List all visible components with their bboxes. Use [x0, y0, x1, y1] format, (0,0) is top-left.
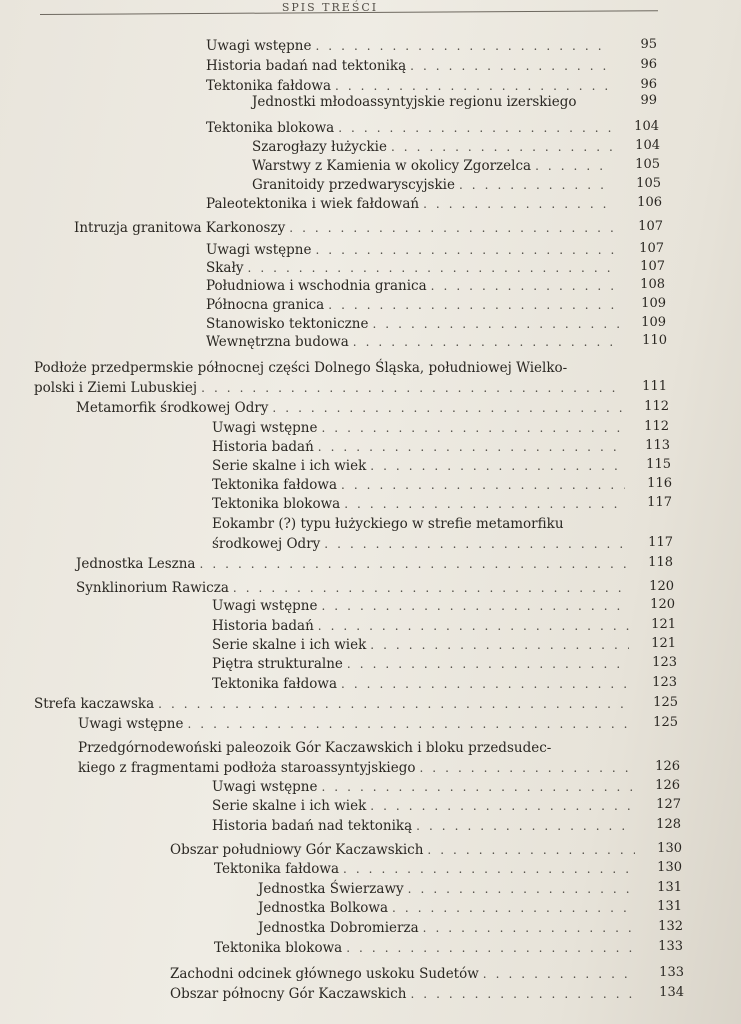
dot-leader: [318, 439, 623, 456]
dot-leader: [459, 177, 614, 194]
toc-entry-page: 131: [657, 880, 682, 895]
toc-entry-page: 112: [644, 399, 669, 414]
dot-leader: [408, 881, 635, 898]
toc-entry-page: 126: [655, 759, 680, 774]
toc-entry: [0, 257, 741, 277]
dot-leader: [321, 420, 622, 437]
toc-entry-title: Tektonika blokowa: [206, 120, 335, 136]
dot-leader: [199, 556, 626, 573]
toc-entry-title: Tektonika fałdowa: [212, 676, 338, 692]
toc-entry-page: 128: [656, 817, 681, 832]
toc-entry-page: 107: [639, 241, 664, 256]
toc-entry-page: 107: [638, 219, 663, 234]
toc-entry-title: Wewnętrzna budowa: [206, 334, 349, 350]
toc-entry-page: 120: [650, 597, 675, 612]
toc-entry-page: 111: [642, 379, 667, 394]
dot-leader: [391, 139, 613, 156]
toc-entry-title: Obszar południowy Gór Kaczawskich: [170, 842, 424, 858]
toc-entry: [0, 516, 741, 553]
dot-leader: [535, 158, 613, 175]
toc-entry-page: 118: [648, 555, 673, 570]
toc-entry-title: Historia badań nad tektoniką: [206, 58, 407, 74]
toc-entry-title: Granitoidy przedwaryscyjskie: [252, 177, 455, 193]
toc-entry-title: Historia badań: [212, 618, 314, 634]
toc-entry: [0, 595, 741, 615]
dot-leader: [341, 477, 625, 494]
toc-entry: [0, 878, 741, 898]
toc-entry-page: 112: [644, 419, 669, 434]
toc-entry-page: 132: [658, 919, 683, 934]
dot-leader: [392, 900, 635, 917]
toc-entry-title: Obszar północny Gór Kaczawskich: [170, 986, 407, 1002]
toc-entry-page: 115: [646, 457, 671, 472]
dot-leader: [338, 120, 612, 137]
toc-entry-title: Jednostki młodoassyntyjskie regionu izerskiego: [252, 94, 577, 110]
dot-leader: [321, 779, 633, 796]
toc-entry-title: Tektonika fałdowa: [214, 861, 340, 877]
toc-entry-title: Tektonika blokowa: [212, 496, 341, 512]
toc-entry: [0, 239, 741, 259]
dot-leader: [341, 676, 630, 693]
dot-leader: [410, 58, 610, 75]
toc-entry-page: 125: [653, 715, 678, 730]
toc-entry-page: 131: [657, 899, 682, 914]
toc-entry: [0, 493, 741, 513]
toc-entry-page: 123: [652, 655, 677, 670]
toc-entry-title: środkowej Odry: [212, 536, 321, 552]
toc-entry: [0, 436, 741, 456]
dot-leader: [318, 618, 629, 635]
dot-leader: [187, 716, 631, 733]
dot-leader: [427, 842, 635, 859]
toc-entry-title-line1: Podłoże przedpermskie północnej części Dolnego Śląska, południowej Wielko-: [34, 360, 568, 376]
toc-entry-page: 127: [656, 797, 681, 812]
toc-entry-title: Uwagi wstępne: [212, 420, 318, 436]
dot-leader: [343, 861, 635, 878]
toc-entry-title: polski i Ziemi Lubuskiej: [34, 380, 198, 396]
toc-entry: [0, 313, 741, 333]
toc-entry: [0, 55, 741, 75]
toc-entry: [0, 397, 741, 417]
toc-entry: [0, 897, 741, 917]
toc-entry-title: Szarogłazy łużyckie: [252, 139, 387, 155]
toc-entry: [0, 193, 741, 213]
toc-entry-title: Historia badań nad tektoniką: [212, 818, 413, 834]
toc-entry: [0, 776, 741, 796]
toc-entry: [0, 275, 741, 295]
toc-entry-page: 121: [651, 636, 676, 651]
toc-entry-title: Jednostka Bolkowa: [258, 900, 389, 916]
toc-entry-title: Skały: [206, 260, 244, 276]
toc-entry-page: 117: [647, 495, 672, 510]
toc-entry-page: 105: [635, 157, 660, 172]
toc-entry-title-line1: Eokambr (?) typu łużyckiego w strefie metamorfiku: [212, 516, 564, 532]
toc-entry: [0, 937, 741, 957]
toc-entry: [0, 795, 741, 815]
toc-entry-page: 104: [634, 119, 659, 134]
toc-entry: [0, 963, 741, 983]
toc-entry-title: Intruzja granitowa Karkonoszy: [74, 220, 286, 236]
header-title: SPIS TREŚCI: [281, 1, 379, 14]
toc-entry-page: 106: [637, 195, 662, 210]
toc-entry-page: 125: [653, 695, 678, 710]
toc-entry: [0, 713, 741, 733]
toc-entry: [0, 136, 741, 156]
toc-entry-page: 107: [640, 259, 665, 274]
toc-entry-title: Uwagi wstępne: [78, 716, 184, 732]
toc-entry: [0, 417, 741, 437]
toc-entry-page: 95: [640, 37, 657, 52]
toc-entry: [0, 983, 741, 1003]
toc-entry: [0, 35, 741, 55]
toc-entry-title: Stanowisko tektoniczne: [206, 316, 369, 332]
toc-entry: [0, 331, 741, 351]
dot-leader: [321, 598, 628, 615]
toc-entry-title: Jednostka Dobromierza: [258, 920, 419, 936]
toc-entry-page: 99: [640, 93, 657, 108]
toc-entry-page: 113: [645, 438, 670, 453]
dot-leader: [158, 696, 631, 713]
toc-entry-page: 96: [640, 77, 657, 92]
toc-entry-title: Serie skalne i ich wiek: [212, 637, 367, 653]
toc-entry-page: 105: [636, 176, 661, 191]
dot-leader: [370, 637, 629, 654]
toc-entry: [0, 917, 741, 937]
dot-leader: [272, 400, 622, 417]
toc-entry-page: 123: [652, 675, 677, 690]
toc-entry: [0, 673, 741, 693]
dot-leader: [419, 760, 633, 777]
toc-entry: [0, 693, 741, 713]
toc-entry: [0, 455, 741, 475]
toc-entry: [0, 217, 741, 237]
toc-entry-page: 104: [635, 138, 660, 153]
toc-entry: [0, 553, 741, 573]
toc-entry-page: 109: [641, 315, 666, 330]
dot-leader: [370, 798, 634, 815]
toc-entry: [0, 155, 741, 175]
toc-entry-title: Zachodni odcinek głównego uskoku Sudetów: [170, 966, 479, 982]
toc-entry-title: Paleotektonika i wiek fałdowań: [206, 196, 420, 212]
dot-leader: [416, 818, 634, 835]
dot-leader: [423, 920, 636, 937]
toc-entry-title: Piętra strukturalne: [212, 656, 343, 672]
toc-entry-title: Tektonika fałdowa: [206, 78, 332, 94]
toc-entry-title: Serie skalne i ich wiek: [212, 458, 367, 474]
toc-entry: [0, 740, 741, 777]
dot-leader: [370, 458, 624, 475]
toc-entry-page: 110: [642, 333, 667, 348]
dot-leader: [344, 496, 625, 513]
dot-leader: [328, 297, 619, 314]
toc-entry-page: 109: [641, 296, 666, 311]
toc-entry-title: Jednostka Świerzawy: [258, 881, 404, 897]
toc-entry-title: Synklinorium Rawicza: [76, 580, 229, 596]
toc-entry-page: 117: [648, 535, 673, 550]
toc-entry-page: 133: [659, 965, 684, 980]
toc-entry: [0, 360, 741, 397]
toc-entry-title: Jednostka Leszna: [76, 556, 196, 572]
toc-entry-title: Uwagi wstępne: [206, 38, 312, 54]
toc-entry: [0, 634, 741, 654]
toc-entry-title: Metamorfik środkowej Odry: [76, 400, 269, 416]
toc-entry-title: Uwagi wstępne: [206, 242, 312, 258]
dot-leader: [353, 334, 620, 351]
toc-entry-page: 134: [659, 985, 684, 1000]
toc-entry: [0, 294, 741, 314]
toc-entry: [0, 474, 741, 494]
toc-entry-page: 126: [655, 778, 680, 793]
toc-entry-page: 116: [647, 476, 672, 491]
toc-entry: [0, 174, 741, 194]
toc-entry: [0, 615, 741, 635]
toc-entry-title: Południowa i wschodnia granica: [206, 278, 427, 294]
dot-leader: [201, 380, 620, 397]
toc-entry-page: 96: [640, 57, 657, 72]
dot-leader: [483, 966, 637, 983]
toc-entry-title-line1: Przedgórnodewoński paleozoik Gór Kaczawskich i bloku przedsudec-: [78, 740, 552, 756]
toc-entry-title: Historia badań: [212, 439, 314, 455]
toc-entry: [0, 839, 741, 859]
dot-leader: [324, 536, 626, 553]
toc-entry: [0, 858, 741, 878]
dot-leader: [423, 196, 615, 213]
toc-entry: [0, 653, 741, 673]
toc-entry-page: 108: [640, 277, 665, 292]
dot-leader: [346, 940, 636, 957]
toc-entry-page: 120: [649, 579, 674, 594]
toc-entry-page: 121: [651, 617, 676, 632]
toc-entry-title: Strefa kaczawska: [34, 696, 155, 712]
toc-entry-title: Tektonika fałdowa: [212, 477, 338, 493]
toc-entry: [0, 815, 741, 835]
toc-entry-title: Warstwy z Kamienia w okolicy Zgorzelca: [252, 158, 532, 174]
toc-entry-page: 133: [658, 939, 683, 954]
toc-entry-title: Uwagi wstępne: [212, 598, 318, 614]
toc-entry-title: Serie skalne i ich wiek: [212, 798, 367, 814]
dot-leader: [315, 38, 610, 55]
toc-entry: [0, 91, 741, 111]
dot-leader: [410, 986, 637, 1003]
toc-entry-title: Północna granica: [206, 297, 325, 313]
toc-entry-title: Tektonika blokowa: [214, 940, 343, 956]
dot-leader: [431, 278, 618, 295]
dot-leader: [289, 220, 616, 237]
dot-leader: [347, 656, 630, 673]
toc-entry-page: 130: [657, 860, 682, 875]
toc-entry-title: kiego z fragmentami podłoża staroassyntyjskiego: [78, 760, 416, 776]
toc-entry: [0, 577, 741, 597]
toc-entry-page: 130: [657, 841, 682, 856]
toc-entry: [0, 117, 741, 137]
toc-entry-title: Uwagi wstępne: [212, 779, 318, 795]
